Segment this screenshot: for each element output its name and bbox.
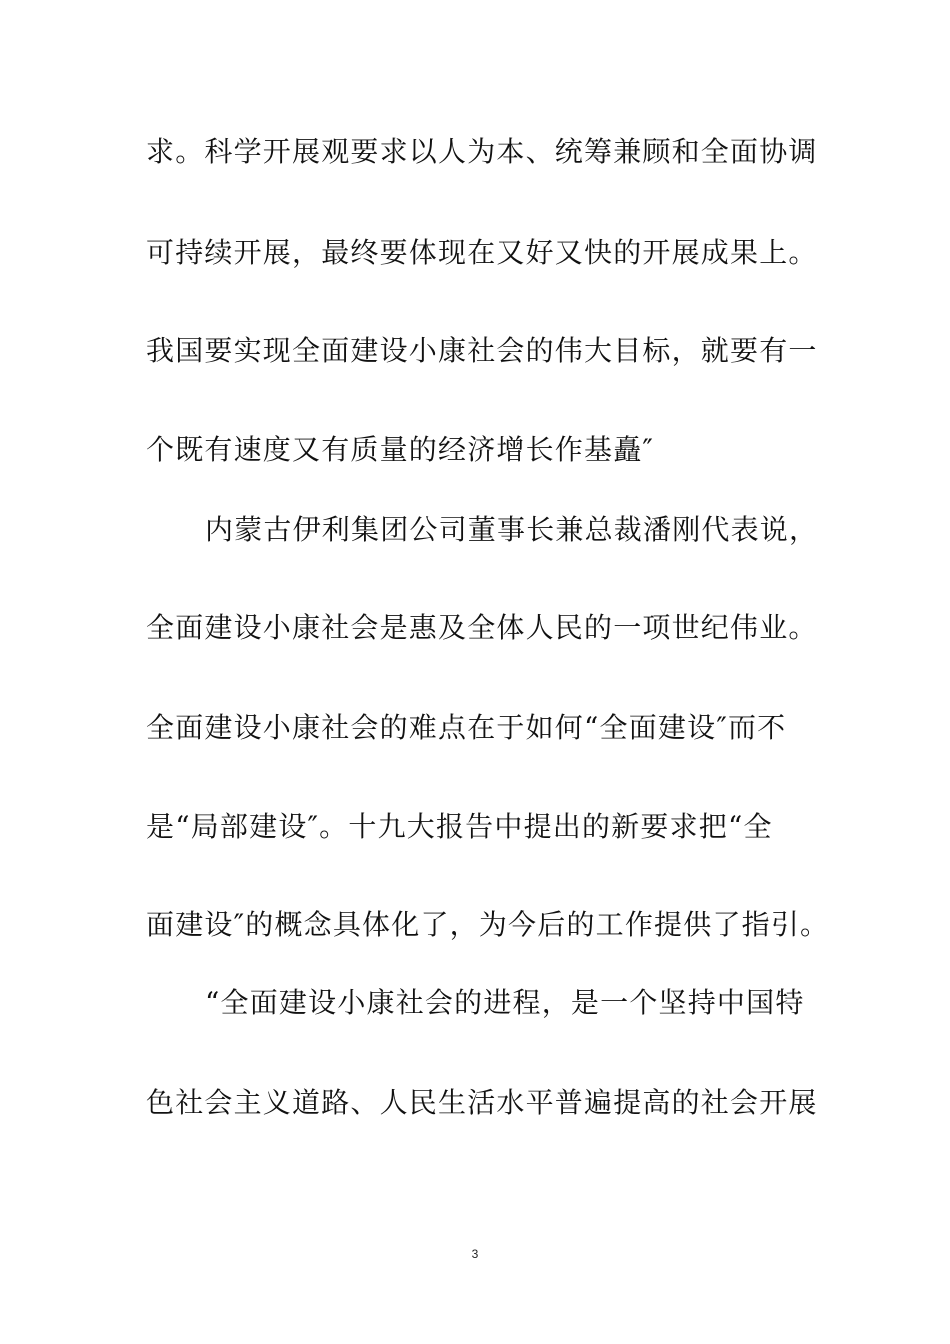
- text-line: 个既有速度又有质量的经济增长作基矗″: [146, 433, 655, 466]
- paragraph-first-line: 内蒙古伊利集团公司董事长兼总裁潘刚代表说，: [205, 513, 819, 546]
- text-line: 色社会主义道路、人民生活水平普遍提高的社会开展: [146, 1086, 818, 1119]
- text-line: 求。科学开展观要求以人为本、统筹兼顾和全面协调: [146, 135, 818, 168]
- page-number: 3: [471, 1247, 479, 1261]
- text-line: 全面建设小康社会是惠及全体人民的一项世纪伟业。: [146, 611, 818, 644]
- text-line: 面建设″的概念具体化了，为今后的工作提供了指引。: [146, 908, 830, 941]
- paragraph-first-line: “全面建设小康社会的进程，是一个坚持中国特: [205, 986, 805, 1019]
- text-line: 可持续开展，最终要体现在又好又快的开展成果上。: [146, 236, 818, 269]
- text-line: 全面建设小康社会的难点在于如何“全面建设″而不: [146, 711, 787, 744]
- text-line: 是“局部建设″。十九大报告中提出的新要求把“全: [146, 810, 773, 843]
- text-line: 我国要实现全面建设小康社会的伟大目标，就要有一: [146, 334, 818, 367]
